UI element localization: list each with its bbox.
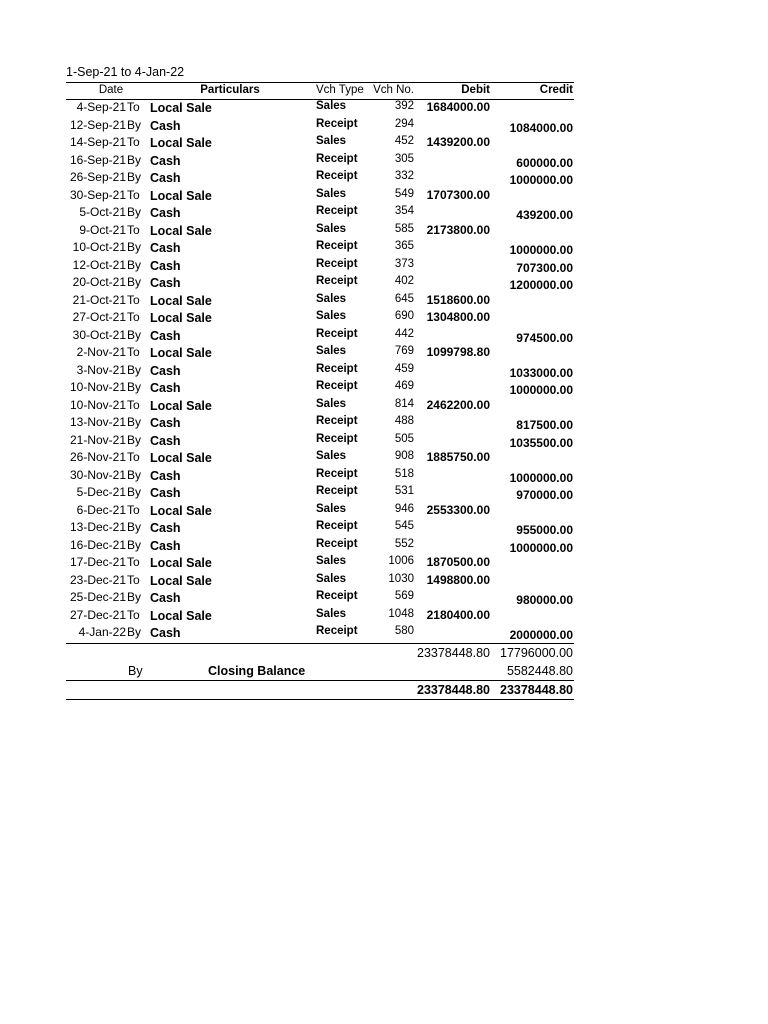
entry-credit: 970000.00 <box>516 488 573 502</box>
entry-vch-no: 365 <box>394 240 414 252</box>
entry-date: 30-Oct-21 <box>72 327 126 342</box>
entry-vch-no: 580 <box>394 625 414 637</box>
entry-side: To <box>127 502 140 517</box>
entry-date: 13-Nov-21 <box>69 415 126 429</box>
entry-date: 6-Dec-21 <box>76 502 126 517</box>
entry-date: 23-Dec-21 <box>69 572 126 587</box>
entry-debit: 1870500.00 <box>426 555 490 569</box>
entry-side: To <box>127 555 140 569</box>
entry-side: By <box>127 275 142 289</box>
ledger-row <box>66 310 574 328</box>
entry-date: 20-Oct-21 <box>72 275 126 289</box>
header-debit: Debit <box>461 84 490 96</box>
entry-vch-type: Sales <box>316 292 347 305</box>
ledger-row <box>66 590 574 608</box>
entry-particulars: Local Sale <box>150 293 212 308</box>
ledger-row <box>66 363 574 381</box>
entry-credit: 1000000.00 <box>509 470 573 485</box>
ledger-row <box>66 503 574 521</box>
entry-side: By <box>127 415 142 429</box>
entry-side: To <box>127 607 140 622</box>
entry-particulars: Cash <box>150 538 181 553</box>
entry-vch-no: 488 <box>394 415 414 427</box>
subtotal-debit: 23378448.80 <box>417 645 490 660</box>
entry-date: 3-Nov-21 <box>76 362 126 377</box>
entry-date: 10-Oct-21 <box>72 240 126 254</box>
entry-vch-type: Sales <box>316 135 347 147</box>
entry-particulars: Cash <box>150 468 181 483</box>
entry-side: To <box>127 187 140 202</box>
entry-particulars: Cash <box>150 276 181 290</box>
entry-vch-type: Receipt <box>316 380 358 392</box>
entry-vch-type: Receipt <box>316 240 358 252</box>
ledger-row <box>66 258 574 276</box>
entry-particulars: Local Sale <box>150 451 212 465</box>
entry-vch-no: 908 <box>394 450 414 462</box>
entry-particulars: Local Sale <box>150 346 212 360</box>
subtotal-row <box>66 644 574 662</box>
entry-date: 5-Dec-21 <box>76 485 126 499</box>
ledger-row <box>66 433 574 451</box>
entry-debit: 2173800.00 <box>426 222 490 237</box>
entry-vch-type: Receipt <box>316 590 358 602</box>
ledger-row <box>66 205 574 223</box>
entry-particulars: Cash <box>150 153 181 168</box>
entry-vch-no: 531 <box>394 485 414 497</box>
entry-credit: 1000000.00 <box>509 540 573 555</box>
entry-vch-type: Receipt <box>316 117 358 130</box>
entry-side: By <box>127 257 142 272</box>
entry-particulars: Local Sale <box>150 556 212 570</box>
entry-vch-type: Sales <box>316 450 347 462</box>
entry-vch-type: Sales <box>316 345 347 357</box>
closing-label: Closing Balance <box>208 663 306 678</box>
header-date: Date <box>98 84 124 96</box>
entry-debit: 2180400.00 <box>426 607 490 622</box>
entry-particulars: Cash <box>150 241 181 255</box>
header-particulars: Particulars <box>200 84 260 96</box>
entry-vch-type: Sales <box>316 100 347 112</box>
ledger-row <box>66 450 574 468</box>
ledger-row <box>66 415 574 433</box>
entry-particulars: Cash <box>150 486 181 500</box>
entry-vch-no: 552 <box>394 537 414 550</box>
entry-particulars: Cash <box>150 328 181 343</box>
entry-particulars: Cash <box>150 521 181 535</box>
entry-date: 12-Sep-21 <box>69 117 126 132</box>
entry-date: 16-Dec-21 <box>69 537 126 552</box>
entry-vch-type: Receipt <box>316 537 358 550</box>
entry-particulars: Cash <box>150 118 181 133</box>
entry-side: By <box>127 537 142 552</box>
entry-credit: 980000.00 <box>516 593 573 607</box>
entry-vch-type: Receipt <box>316 362 358 375</box>
entry-debit: 1707300.00 <box>426 187 490 202</box>
ledger-row <box>66 573 574 591</box>
entry-credit: 439200.00 <box>516 208 573 222</box>
entry-vch-type: Receipt <box>316 485 358 497</box>
entry-date: 10-Nov-21 <box>69 397 126 412</box>
entry-credit: 1033000.00 <box>509 365 573 380</box>
ledger-row <box>66 555 574 573</box>
header-credit: Credit <box>539 84 573 96</box>
entry-debit: 2553300.00 <box>426 502 490 517</box>
entry-vch-type: Receipt <box>316 415 358 427</box>
entry-particulars: Local Sale <box>150 503 212 518</box>
entry-date: 16-Sep-21 <box>69 152 126 167</box>
entry-side: By <box>127 625 142 639</box>
entry-side: By <box>127 485 142 499</box>
ledger-row <box>66 188 574 206</box>
entry-vch-no: 392 <box>394 100 414 112</box>
entry-vch-no: 294 <box>394 117 414 130</box>
entry-date: 27-Oct-21 <box>72 310 126 324</box>
entry-side: By <box>127 467 142 482</box>
ledger-row <box>66 398 574 416</box>
entry-vch-no: 373 <box>394 257 414 270</box>
entry-date: 17-Dec-21 <box>69 555 126 569</box>
entry-particulars: Cash <box>150 416 181 430</box>
entry-vch-no: 1030 <box>388 572 414 585</box>
entry-date: 4-Jan-22 <box>78 625 126 639</box>
entry-side: By <box>127 205 142 219</box>
entry-credit: 600000.00 <box>516 155 573 170</box>
entry-vch-no: 545 <box>394 520 414 532</box>
entry-debit: 1099798.80 <box>426 345 490 359</box>
entry-particulars: Local Sale <box>150 398 212 413</box>
entry-credit: 1000000.00 <box>509 243 573 257</box>
entry-vch-type: Sales <box>316 572 347 585</box>
entry-debit: 1498800.00 <box>426 572 490 587</box>
closing-side: By <box>128 663 143 678</box>
entry-side: To <box>127 100 140 114</box>
entry-date: 27-Dec-21 <box>69 607 126 622</box>
ledger-row <box>66 328 574 346</box>
entry-vch-no: 518 <box>394 467 414 480</box>
entry-vch-type: Receipt <box>316 275 358 287</box>
entry-side: To <box>127 135 140 149</box>
entry-date: 30-Sep-21 <box>69 187 126 202</box>
entry-vch-type: Sales <box>316 187 347 200</box>
entry-vch-type: Receipt <box>316 432 358 445</box>
entry-side: To <box>127 292 140 307</box>
header-row <box>66 83 574 99</box>
entry-side: By <box>127 380 142 394</box>
entry-vch-type: Receipt <box>316 625 358 637</box>
entry-vch-no: 645 <box>394 292 414 305</box>
entry-date: 13-Dec-21 <box>69 520 126 534</box>
grand-total-bottom-rule <box>66 699 574 700</box>
entry-date: 12-Oct-21 <box>72 257 126 272</box>
entry-side: By <box>127 520 142 534</box>
ledger-row <box>66 538 574 556</box>
entry-particulars: Local Sale <box>150 101 212 115</box>
entry-credit: 2000000.00 <box>509 628 573 642</box>
entry-vch-type: Sales <box>316 502 347 515</box>
entries-body <box>66 100 574 643</box>
entry-credit: 707300.00 <box>516 260 573 275</box>
entry-side: By <box>127 170 142 184</box>
entry-vch-type: Receipt <box>316 520 358 532</box>
entry-vch-type: Receipt <box>316 205 358 217</box>
closing-balance-row <box>66 662 574 680</box>
ledger-row <box>66 240 574 258</box>
entry-date: 25-Dec-21 <box>69 590 126 604</box>
entry-side: To <box>127 572 140 587</box>
entry-vch-no: 1006 <box>388 555 414 567</box>
entry-side: By <box>127 240 142 254</box>
entry-date: 2-Nov-21 <box>76 345 126 359</box>
entry-particulars: Local Sale <box>150 136 212 150</box>
ledger-row <box>66 608 574 626</box>
ledger-row <box>66 170 574 188</box>
entry-credit: 1000000.00 <box>509 383 573 397</box>
ledger-row <box>66 135 574 153</box>
ledger-row <box>66 380 574 398</box>
entry-date: 26-Nov-21 <box>69 450 126 464</box>
entry-vch-no: 452 <box>394 135 414 147</box>
entry-particulars: Cash <box>150 171 181 185</box>
entry-vch-no: 1048 <box>388 607 414 620</box>
entry-side: By <box>127 362 142 377</box>
entry-side: To <box>127 345 140 359</box>
entry-side: To <box>127 397 140 412</box>
entry-particulars: Local Sale <box>150 608 212 623</box>
entry-particulars: Local Sale <box>150 311 212 325</box>
entry-date: 30-Nov-21 <box>69 467 126 482</box>
subtotal-credit: 17796000.00 <box>500 645 573 660</box>
entry-vch-no: 569 <box>394 590 414 602</box>
entry-particulars: Cash <box>150 363 181 378</box>
entry-debit: 1304800.00 <box>426 310 490 324</box>
entry-vch-no: 469 <box>394 380 414 392</box>
entry-vch-no: 305 <box>394 152 414 165</box>
ledger-row <box>66 100 574 118</box>
entry-vch-no: 442 <box>394 327 414 340</box>
entry-date: 21-Oct-21 <box>72 292 126 307</box>
entry-date: 10-Nov-21 <box>69 380 126 394</box>
entry-credit: 1200000.00 <box>509 278 573 292</box>
entry-side: By <box>127 327 142 342</box>
entry-vch-no: 769 <box>394 345 414 357</box>
entry-debit: 1885750.00 <box>426 450 490 464</box>
header-vch-type: Vch Type <box>316 84 364 96</box>
entry-side: By <box>127 432 142 447</box>
ledger-row <box>66 345 574 363</box>
entry-particulars: Local Sale <box>150 188 212 203</box>
entry-vch-type: Sales <box>316 555 347 567</box>
entry-vch-no: 354 <box>394 205 414 217</box>
report-period: 1-Sep-21 to 4-Jan-22 <box>66 65 185 79</box>
entry-particulars: Cash <box>150 381 181 395</box>
entry-vch-no: 690 <box>394 310 414 322</box>
ledger-row <box>66 485 574 503</box>
entry-credit: 955000.00 <box>516 523 573 537</box>
entry-side: By <box>127 117 142 132</box>
entry-date: 9-Oct-21 <box>79 222 126 237</box>
entry-particulars: Local Sale <box>150 223 212 238</box>
ledger-row <box>66 118 574 136</box>
entry-vch-type: Receipt <box>316 170 358 182</box>
header-vch-no: Vch No. <box>373 84 414 96</box>
entry-credit: 1000000.00 <box>509 173 573 187</box>
entry-side: To <box>127 310 140 324</box>
ledger-row <box>66 520 574 538</box>
entry-date: 14-Sep-21 <box>69 135 126 149</box>
entry-vch-type: Receipt <box>316 467 358 480</box>
ledger-row <box>66 625 574 643</box>
entry-particulars: Cash <box>150 258 181 273</box>
grand-total-row <box>66 681 574 699</box>
entry-vch-no: 332 <box>394 170 414 182</box>
entry-particulars: Cash <box>150 591 181 605</box>
ledger-row <box>66 293 574 311</box>
entry-credit: 817500.00 <box>516 418 573 432</box>
entry-debit: 1684000.00 <box>426 100 490 114</box>
entry-vch-no: 459 <box>394 362 414 375</box>
ledger-row <box>66 223 574 241</box>
entry-particulars: Cash <box>150 626 181 640</box>
entry-vch-no: 814 <box>394 397 414 410</box>
entry-vch-no: 402 <box>394 275 414 287</box>
entry-particulars: Local Sale <box>150 573 212 588</box>
entry-credit: 1084000.00 <box>509 120 573 135</box>
entry-vch-type: Sales <box>316 222 347 235</box>
entry-date: 5-Oct-21 <box>79 205 126 219</box>
entry-vch-type: Receipt <box>316 257 358 270</box>
entry-vch-type: Receipt <box>316 152 358 165</box>
entry-side: By <box>127 590 142 604</box>
entry-particulars: Cash <box>150 433 181 448</box>
entry-date: 21-Nov-21 <box>69 432 126 447</box>
entry-vch-no: 549 <box>394 187 414 200</box>
entry-particulars: Cash <box>150 206 181 220</box>
entry-vch-type: Sales <box>316 397 347 410</box>
entry-debit: 2462200.00 <box>426 397 490 412</box>
entry-vch-no: 946 <box>394 502 414 515</box>
entry-date: 26-Sep-21 <box>69 170 126 184</box>
grand-total-credit: 23378448.80 <box>500 682 573 697</box>
entry-vch-no: 585 <box>394 222 414 235</box>
closing-credit: 5582448.80 <box>506 663 573 678</box>
entry-debit: 1439200.00 <box>426 135 490 149</box>
entry-vch-type: Sales <box>316 607 347 620</box>
entry-side: To <box>127 450 140 464</box>
ledger-row <box>66 468 574 486</box>
entry-side: By <box>127 152 142 167</box>
ledger-row <box>66 275 574 293</box>
entry-vch-no: 505 <box>394 432 414 445</box>
ledger-table <box>66 82 574 700</box>
entry-debit: 1518600.00 <box>426 292 490 307</box>
entry-date: 4-Sep-21 <box>76 100 126 114</box>
ledger-row <box>66 153 574 171</box>
entry-credit: 1035500.00 <box>509 435 573 450</box>
entry-credit: 974500.00 <box>516 330 573 345</box>
entry-side: To <box>127 222 140 237</box>
entry-vch-type: Receipt <box>316 327 358 340</box>
entry-vch-type: Sales <box>316 310 347 322</box>
grand-total-debit: 23378448.80 <box>417 682 490 697</box>
